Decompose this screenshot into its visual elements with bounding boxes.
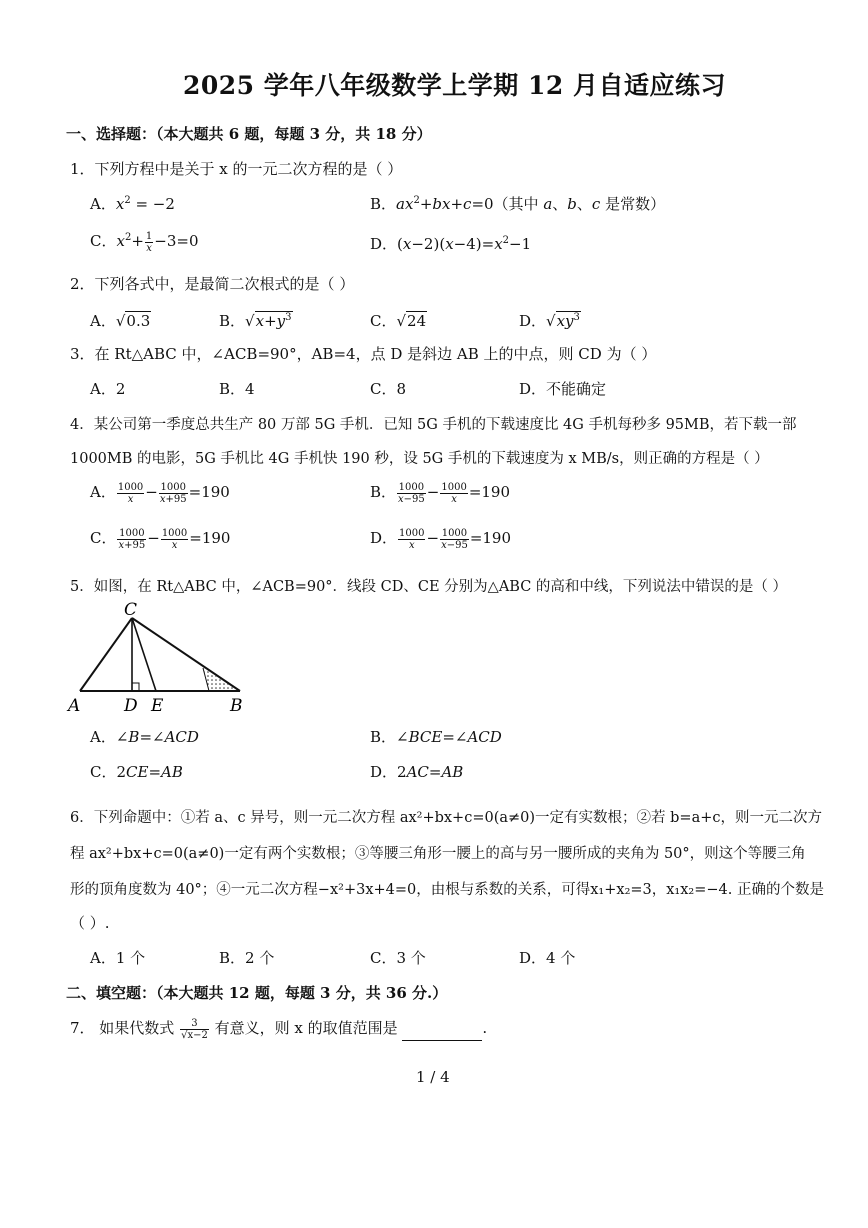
question-2-option-d: D．$√xy^3$: [519, 312, 580, 330]
question-5-option-d: D．2AC=AB: [370, 763, 464, 781]
label-e: E: [151, 696, 164, 716]
question-7-suffix: 有意义，则 x 的取值范围是: [214, 1019, 398, 1037]
question-4-stem-line-2: 1000MB 的电影，5G 手机比 4G 手机快 190 秒，设 5G 手机的下载速度为 x MB/s，则正确的方程是（ ）: [70, 451, 769, 467]
section-heading-choice: 一、选择题：（本大题共 6 题，每题 3 分，共 18 分）: [66, 125, 432, 143]
question-5-option-c: C．2CE=AB: [90, 763, 183, 781]
question-1-option-a: A．$x^2 = -2$: [90, 195, 175, 213]
question-6-line-3: 形的顶角度数为 40°；④一元二次方程−x²+3x+4=0，由根与系数的关系，可得x₁+x₂=3，x₁x₂=−4. 正确的个数是: [70, 882, 824, 898]
question-6-option-a: A．1 个: [90, 949, 146, 967]
question-5-stem: 5．如图，在 Rt△ABC 中，∠ACB=90°．线段 CD、CE 分别为△ABC 的高和中线，下列说法中错误的是（ ）: [70, 579, 788, 595]
question-4-option-c: C． $\frac{1000}{x+95}$ − $\frac{1000}{x}$ =190: [90, 527, 231, 551]
label-a: A: [68, 696, 81, 716]
question-6-line-4: （ ）.: [70, 914, 110, 932]
question-6-line-2: 程 ax²+bx+c=0(a≠0)一定有两个实数根；③等腰三角形一腰上的高与另一腰所成的夹角为 50°，则这个等腰三角: [70, 846, 806, 862]
fraction-denominator: √x−2: [181, 1029, 208, 1041]
question-3-option-d: D．不能确定: [519, 380, 607, 398]
question-7: [70, 1017, 487, 1041]
page-number: 1 / 4: [416, 1068, 450, 1086]
page-title: 2025 学年八年级数学上学期 12 月自适应练习: [183, 71, 726, 100]
question-1-stem: 1．下列方程中是关于 x 的一元二次方程的是（ ）: [70, 160, 403, 178]
question-1-option-b: B．$ax^2+bx+c=0$（其中 a、b、c 是常数）: [370, 195, 666, 213]
triangle-figure: [66, 598, 256, 718]
question-7-prefix: 7． 如果代数式: [70, 1019, 175, 1037]
question-2-option-c: C．√24: [370, 312, 427, 330]
question-3-option-a: A．2: [90, 380, 126, 398]
question-7-fraction: [180, 1018, 209, 1041]
question-1-option-c: C．$x^2+$ $\frac{1}{x}$ −3=0: [90, 230, 199, 254]
question-1-option-d: D．$(x-2)(x-4)=x^2-1$: [370, 235, 532, 253]
question-5-option-a: A．∠B=∠ACD: [90, 728, 199, 746]
fraction-numerator: 3: [180, 1018, 209, 1030]
question-6-line-1: 6．下列命题中：①若 a、c 异号，则一元二次方程 ax²+bx+c=0(a≠0)一定有实数根；②若 b=a+c，则一元二次方: [70, 810, 822, 826]
question-6-option-d: D．4 个: [519, 949, 576, 967]
question-4-option-d: D． $\frac{1000}{x}$ − $\frac{1000}{x-95}$ =190: [370, 527, 512, 551]
question-2-option-a: A．√0.3: [90, 312, 151, 330]
label-c: C: [124, 600, 138, 620]
question-3-option-b: B．4: [219, 380, 255, 398]
question-3-option-c: C．8: [370, 380, 407, 398]
question-5-option-b: B．∠BCE=∠ACD: [370, 728, 502, 746]
question-2-option-b: B．$√x+y^3$: [219, 312, 292, 330]
question-6-option-b: B．2 个: [219, 949, 275, 967]
answer-blank[interactable]: [402, 1026, 482, 1041]
question-2-stem: 2．下列各式中，是最简二次根式的是（ ）: [70, 275, 355, 293]
question-7-end: .: [482, 1019, 488, 1037]
label-d: D: [124, 696, 138, 716]
question-4-option-b: B． $\frac{1000}{x-95}$ − $\frac{1000}{x}$ =190: [370, 481, 511, 505]
question-3-stem: 3．在 Rt△ABC 中，∠ACB=90°，AB=4，点 D 是斜边 AB 上的中点，则 CD 为（ ）: [70, 345, 657, 363]
question-4-option-a: A． $\frac{1000}{x}$ − $\frac{1000}{x+95}$ =190: [90, 481, 230, 505]
label-b: B: [230, 696, 243, 716]
question-4-stem-line-1: 4．某公司第一季度总共生产 80 万部 5G 手机．已知 5G 手机的下载速度比 4G 手机每秒多 95MB，若下载一部: [70, 417, 797, 433]
question-6-option-c: C．3 个: [370, 949, 426, 967]
section-heading-fill: 二、填空题：（本大题共 12 题，每题 3 分，共 36 分.）: [66, 984, 448, 1002]
